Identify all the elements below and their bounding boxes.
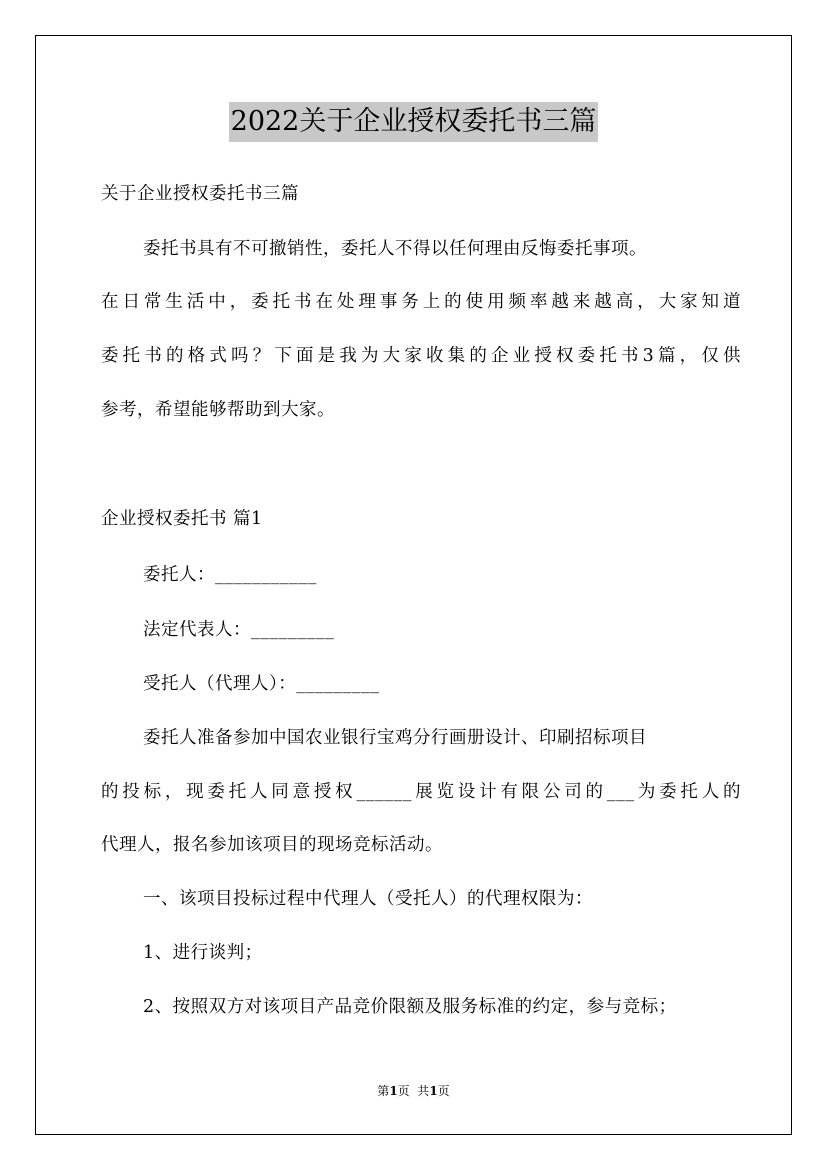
paragraph-line: 委托人准备参加中国农业银行宝鸡分行画册设计、印刷招标项目 — [143, 728, 647, 748]
form-field-agent: 受托人（代理人）：_________ — [143, 674, 380, 694]
form-field-principal: 委托人：___________ — [143, 565, 317, 585]
paragraph-line: 的投标，现委托人同意授权______展览设计有限公司的___为委托人的 — [101, 782, 741, 802]
footer-page-prefix: 第 — [377, 1084, 390, 1098]
page-footer — [0, 1083, 827, 1099]
paragraph-line: 委托书具有不可撤销性，委托人不得以任何理由反悔委托事项。 — [143, 239, 647, 259]
list-heading: 一、该项目投标过程中代理人（受托人）的代理权限为： — [143, 889, 593, 909]
document-title: 2022关于企业授权委托书三篇 — [229, 102, 599, 142]
paragraph-line: 代理人，报名参加该项目的现场竞标活动。 — [101, 835, 443, 855]
list-item: 1、进行谈判； — [143, 943, 263, 963]
footer-page-suffix: 页 — [437, 1084, 450, 1098]
list-item: 2、按照双方对该项目产品竞价限额及服务标准的约定，参与竞标； — [143, 997, 677, 1017]
paragraph-line: 委托书的格式吗？下面是我为大家收集的企业授权委托书3篇，仅供 — [101, 346, 741, 366]
paragraph-line: 在日常生活中，委托书在处理事务上的使用频率越来越高，大家知道 — [101, 292, 741, 312]
subtitle-line: 关于企业授权委托书三篇 — [101, 184, 299, 204]
title-wrapper — [0, 102, 827, 142]
footer-page-number: 1 — [389, 1084, 398, 1098]
paragraph-line: 参考，希望能够帮助到大家。 — [101, 400, 335, 420]
section-heading: 企业授权委托书 篇1 — [101, 509, 263, 529]
footer-page-mid: 页 共 — [397, 1084, 430, 1098]
footer-total-pages: 1 — [429, 1084, 438, 1098]
form-field-legal-rep: 法定代表人：_________ — [143, 620, 335, 640]
